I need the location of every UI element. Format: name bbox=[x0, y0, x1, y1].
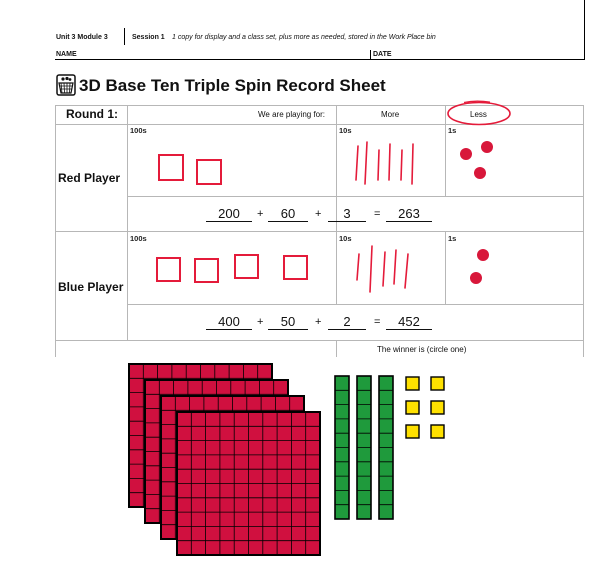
ones-label: 1s bbox=[448, 234, 457, 243]
eq-plus: + bbox=[315, 208, 322, 220]
eq-total: 452 bbox=[386, 314, 432, 330]
eq-equals: = bbox=[374, 316, 381, 328]
eq-hundreds: 400 bbox=[206, 314, 252, 330]
unit-module: Unit 3 Module 3 bbox=[56, 34, 108, 41]
blocks-illustration bbox=[125, 360, 455, 575]
eq-ones: 3 bbox=[328, 206, 366, 222]
one-unit bbox=[406, 425, 419, 438]
hundreds-label: 100s bbox=[130, 126, 147, 135]
ones-dot bbox=[481, 141, 493, 153]
eq-tens: 60 bbox=[268, 206, 308, 222]
ten-rod bbox=[379, 376, 393, 519]
ones-label: 1s bbox=[448, 126, 457, 135]
tens-sticks bbox=[350, 240, 430, 300]
player-name: Blue Player bbox=[58, 280, 124, 294]
ten-rod bbox=[357, 376, 371, 519]
option-less: Less bbox=[470, 110, 487, 119]
page-right-border bbox=[584, 0, 585, 60]
name-date-divider bbox=[370, 50, 371, 60]
page-title: 3D Base Ten Triple Spin Record Sheet bbox=[79, 76, 386, 95]
one-unit bbox=[431, 425, 444, 438]
eq-plus: + bbox=[257, 316, 264, 328]
ones-dot bbox=[460, 148, 472, 160]
basket-icon bbox=[56, 74, 76, 96]
hundreds-square bbox=[158, 154, 184, 181]
hundreds-square bbox=[196, 159, 222, 185]
winner-label: The winner is (circle one) bbox=[377, 345, 467, 354]
hundreds-square bbox=[194, 258, 219, 283]
playing-for-label: We are playing for: bbox=[258, 110, 325, 119]
date-label: DATE bbox=[373, 51, 392, 58]
eq-plus: + bbox=[315, 316, 322, 328]
one-unit bbox=[406, 401, 419, 414]
less-circle bbox=[446, 99, 512, 127]
hundreds-square bbox=[234, 254, 259, 279]
hundreds-label: 100s bbox=[130, 234, 147, 243]
name-label: NAME bbox=[56, 51, 77, 58]
eq-hundreds: 200 bbox=[206, 206, 252, 222]
eq-tens: 50 bbox=[268, 314, 308, 330]
header-divider bbox=[124, 28, 125, 45]
player-name: Red Player bbox=[58, 171, 121, 185]
tens-sticks bbox=[350, 134, 430, 194]
round-label: Round 1: bbox=[66, 107, 118, 121]
hundred-flat bbox=[177, 412, 320, 555]
ones-dot bbox=[474, 167, 486, 179]
ones-dot bbox=[477, 249, 489, 261]
eq-plus: + bbox=[257, 208, 264, 220]
session-label: Session 1 bbox=[132, 34, 165, 41]
tens-label: 10s bbox=[339, 126, 352, 135]
hundreds-square bbox=[283, 255, 308, 280]
ten-rod bbox=[335, 376, 349, 519]
one-unit bbox=[406, 377, 419, 390]
tens-label: 10s bbox=[339, 234, 352, 243]
session-note: 1 copy for display and a class set, plus more as needed, stored in the Work Place bin bbox=[172, 34, 436, 41]
eq-total: 263 bbox=[386, 206, 432, 222]
hundreds-square bbox=[156, 257, 181, 282]
name-line bbox=[55, 59, 585, 60]
one-unit bbox=[431, 377, 444, 390]
one-unit bbox=[431, 401, 444, 414]
eq-equals: = bbox=[374, 208, 381, 220]
option-more: More bbox=[381, 110, 400, 119]
eq-ones: 2 bbox=[328, 314, 366, 330]
ones-dot bbox=[470, 272, 482, 284]
